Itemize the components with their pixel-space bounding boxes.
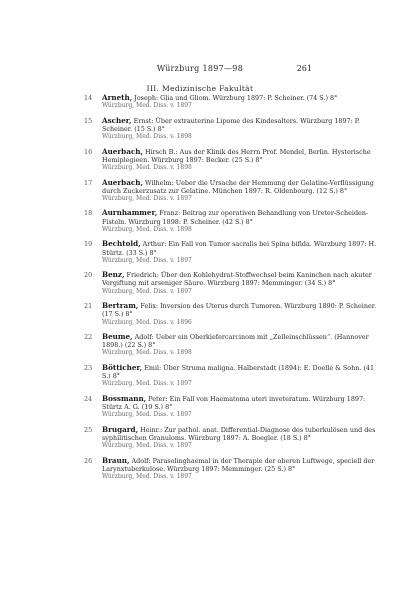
running-title: Würzburg 1897—98	[156, 64, 244, 73]
entry-number: 26	[84, 456, 93, 465]
entry-author: Bötticher,	[102, 362, 143, 372]
list-item	[84, 271, 380, 296]
entry-citation: Heinr.: Zur pathol. anat. Differential-Diagnose des tuberkulösen und des syphilitischen Granuloms. Würzburg 1897: A. Boegler. (18 S.) 8°	[102, 425, 376, 442]
entry-author: Auerbach,	[102, 146, 143, 156]
entry-citation: Franz: Beitrag zur operativen Behandlung von Ureter-Scheiden-Fisteln. Würzburg 1898: P. Scheiner. (42 S.) 8°	[102, 209, 369, 226]
page-header	[0, 62, 400, 76]
entry-author: Bertram,	[102, 301, 139, 311]
list-item	[84, 426, 380, 451]
entry-dissertation-note: Würzburg, Med. Diss. v. 1898	[102, 164, 192, 172]
entry-dissertation-note: Würzburg, Med. Diss. v. 1897	[102, 256, 192, 264]
entry-number: 23	[84, 363, 93, 372]
entry-number: 21	[84, 302, 93, 311]
entry-dissertation-note: Würzburg, Med. Diss. v. 1897	[102, 411, 192, 419]
entry-dissertation-note: Würzburg, Med. Diss. v. 1898	[102, 225, 192, 233]
entry-dissertation-note: Würzburg, Med. Diss. v. 1898	[102, 349, 192, 357]
entry-dissertation-note: Würzburg, Med. Diss. v. 1898	[102, 133, 192, 141]
list-item	[84, 457, 380, 482]
entry-dissertation-note: Würzburg, Med. Diss. v. 1897	[102, 102, 192, 110]
entry-number: 14	[84, 94, 93, 102]
entry-number: 19	[84, 240, 93, 249]
list-item	[84, 179, 380, 204]
entry-author: Beume,	[102, 332, 133, 342]
entry-author: Bechtold,	[102, 239, 141, 249]
entry-citation: Adolf: Parasolinghaemal in der Therapie der oberen Luftwege, speciell der Larynxtuberkulose. Würzburg 1897: Memminger. (25 S.) 8°	[102, 456, 375, 473]
entry-citation: Ernst: Über extrauterine Lipome des Kindesalters. Würzburg 1897: P. Scheiner. (15 S.) 8°	[102, 116, 360, 133]
entry-author: Bossmann,	[102, 393, 147, 403]
entry-citation: Joseph: Glia und Gliom. Würzburg 1897: P. Scheiner. (74 S.) 8°	[134, 94, 338, 102]
list-item	[84, 333, 380, 358]
entry-author: Brugard,	[102, 424, 139, 434]
entry-citation: Emil: Über Struma maligna. Halberstadt (1894): E. Doelle & Sohn. (41 S.) 8°	[102, 363, 375, 381]
list-item	[84, 395, 380, 420]
list-item	[84, 364, 380, 389]
list-item	[84, 94, 380, 110]
entry-number: 20	[84, 271, 93, 280]
entry-number: 25	[84, 425, 93, 434]
entry-list	[84, 94, 380, 488]
entry-author: Auerbach,	[102, 177, 143, 187]
entry-citation: Arthur: Ein Fall von Tumor sacralis bei Spina bifida. Würzburg 1897: H. Stürtz. (33 S.) 8°	[102, 240, 377, 257]
entry-citation: Peter: Ein Fall von Haematoma uteri inveteratum. Würzburg 1897: Stürtz A. G. (19 S.) 8°	[102, 394, 366, 412]
entry-citation: Felix: Inversion des Uterus durch Tumoren. Würzburg 1890: P. Scheiner. (17 S.) 8°	[102, 302, 377, 319]
entry-number: 22	[84, 333, 93, 342]
section-title: III. Medizinische Fakultät	[146, 84, 254, 93]
entry-author: Arneth,	[102, 93, 133, 102]
list-item	[84, 240, 380, 265]
entry-citation: Wilhelm: Ueber die Ursache der Hemmung der Gelatine-Verflüssigung durch Zuckerzusatz zur Gelatine. München 1897: R. Oldenbourg. (12 S.) 8°	[102, 178, 374, 195]
list-item	[84, 209, 380, 234]
list-item	[84, 117, 380, 142]
entry-dissertation-note: Würzburg, Med. Diss. v. 1897	[102, 380, 192, 388]
entry-number: 17	[84, 178, 93, 187]
entry-citation: Friedrich: Über den Kohlehydrat-Stoffwechsel beim Kaninchen nach akuter Vergiftung mit arseniger Säure. Würzburg 1897: Memminger. (34 S.) 8°	[102, 271, 372, 288]
entry-dissertation-note: Würzburg, Med. Diss. v. 1897	[102, 442, 192, 450]
entry-author: Benz,	[102, 270, 125, 280]
entry-author: Ascher,	[102, 115, 132, 125]
entry-number: 16	[84, 147, 93, 156]
entry-number: 15	[84, 116, 93, 125]
entry-dissertation-note: Würzburg, Med. Diss. v. 1897	[102, 287, 192, 295]
entry-dissertation-note: Würzburg, Med. Diss. v. 1896	[102, 318, 192, 326]
entry-citation: Hirsch B.: Aus der Klinik des Herrn Prof. Mendel, Berlin. Hysterische Hemiplegieen. Würzburg 1897: Becker. (25 S.) 8°	[102, 147, 371, 164]
entry-dissertation-note: Würzburg, Med. Diss. v. 1897	[102, 473, 192, 481]
entry-citation: Adolf: Ueber ein Oberkiefercarcinom mit „Zelleinschlüssen“. (Hannover 1898.) (22 S.) 8°	[102, 333, 369, 350]
list-item	[84, 302, 380, 327]
entry-author: Braun,	[102, 455, 130, 465]
page-number: 261	[296, 64, 312, 73]
entry-number: 18	[84, 209, 93, 218]
entry-dissertation-note: Würzburg, Med. Diss. v. 1897	[102, 194, 192, 202]
list-item	[84, 148, 380, 173]
entry-author: Aurnhammer,	[102, 208, 158, 218]
entry-number: 24	[84, 394, 93, 403]
